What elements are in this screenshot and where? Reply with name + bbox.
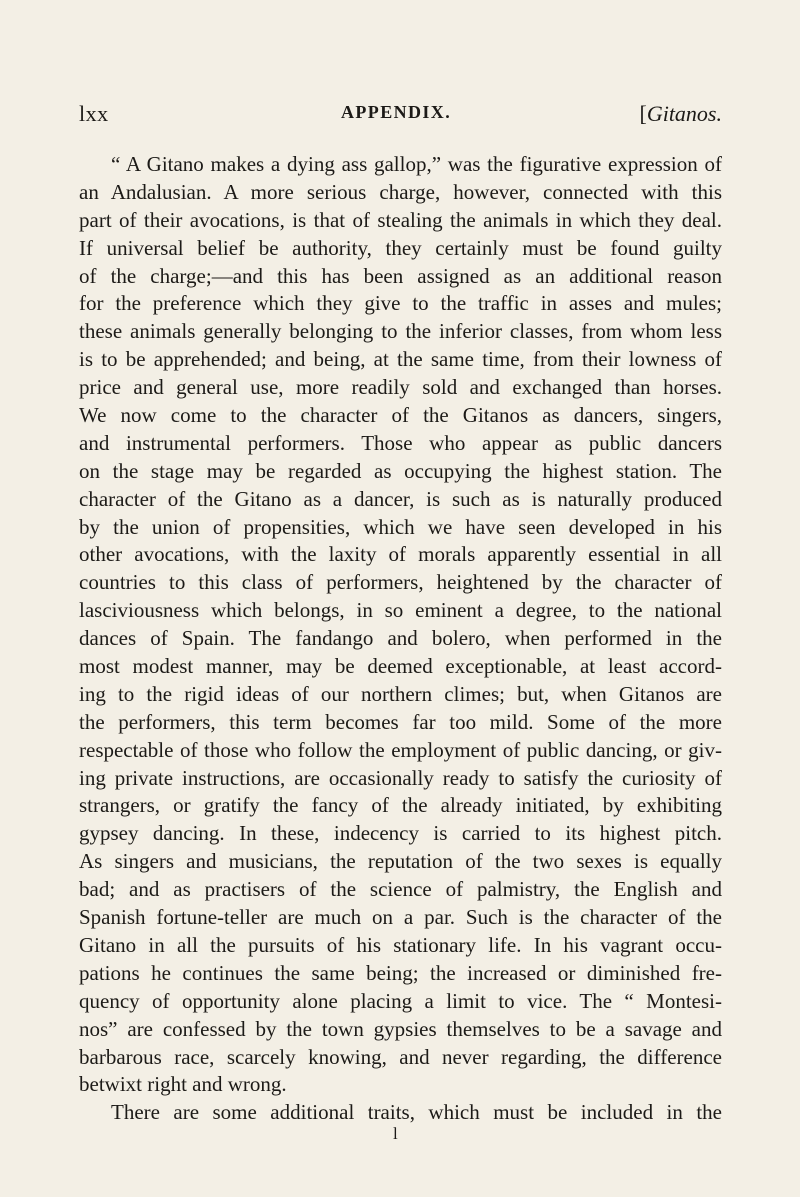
text-line: and instrumental performers. Those who appear as public dancers: [79, 430, 722, 455]
text-line: gypsey dancing. In these, indecency is carried to its highest pitch.: [79, 821, 722, 846]
text-line: an Andalusian. A more serious charge, however, connected with this: [79, 179, 722, 204]
section-bracket: [: [639, 101, 647, 126]
section-label: [639, 101, 722, 127]
text-line: other avocations, with the laxity of morals apparently essential in all: [79, 542, 722, 567]
text-line: on the stage may be regarded as occupying the highest station. The: [79, 458, 722, 483]
text-line: As singers and musicians, the reputation of the two sexes is equally: [79, 849, 722, 874]
text-line: “ A Gitano makes a dying ass gallop,” was the figurative expression of: [111, 152, 722, 176]
page-number: lxx: [79, 101, 109, 126]
text-line: is to be apprehended; and being, at the same time, from their lowness of: [79, 347, 722, 372]
text-line: quency of opportunity alone placing a limit to vice. The “ Montesi-: [79, 988, 722, 1013]
text-line: respectable of those who follow the employment of public dancing, or giv-: [79, 737, 722, 762]
text-line: We now come to the character of the Gitanos as dancers, singers,: [79, 403, 722, 428]
text-line: strangers, or gratify the fancy of the already initiated, by exhibiting: [79, 793, 722, 818]
text-line: dances of Spain. The fandango and bolero, when performed in the: [79, 626, 722, 651]
text-line: by the union of propensities, which we have seen developed in his: [79, 514, 722, 539]
signature-mark: l: [393, 1124, 398, 1143]
text-line: There are some additional traits, which must be included in the: [111, 1100, 722, 1125]
text-line: Spanish fortune-teller are much on a par. Such is the character of the: [79, 905, 722, 930]
running-title: APPENDIX.: [341, 102, 452, 122]
text-line: for the preference which they give to the traffic in asses and mules;: [79, 291, 722, 316]
body-text: [79, 151, 722, 1127]
text-line: countries to this class of performers, heightened by the character of: [79, 570, 722, 595]
text-line: the performers, this term becomes far too mild. Some of the more: [79, 709, 722, 734]
running-head: [79, 101, 722, 129]
text-line: barbarous race, scarcely knowing, and never regarding, the difference: [79, 1044, 722, 1069]
text-line: most modest manner, may be deemed exceptionable, at least accord-: [79, 654, 722, 679]
text-line: part of their avocations, is that of stealing the animals in which they deal.: [79, 207, 722, 232]
text-line: Gitano in all the pursuits of his stationary life. In his vagrant occu-: [79, 932, 722, 957]
text-line: character of the Gitano as a dancer, is such as is naturally produced: [79, 486, 722, 511]
text-line: If universal belief be authority, they certainly must be found guilty: [79, 235, 722, 260]
text-line: nos” are confessed by the town gypsies themselves to be a savage and: [79, 1016, 722, 1041]
text-line: bad; and as practisers of the science of palmistry, the English and: [79, 877, 722, 902]
text-line: ing private instructions, are occasionally ready to satisfy the curiosity of: [79, 765, 722, 790]
text-line: lasciviousness which belongs, in so eminent a degree, to the national: [79, 598, 722, 623]
section-name: Gitanos.: [646, 101, 722, 126]
text-line: these animals generally belonging to the inferior classes, from whom less: [79, 319, 722, 344]
text-line: ing to the rigid ideas of our northern climes; but, when Gitanos are: [79, 681, 722, 706]
text-line: pations he continues the same being; the increased or diminished fre-: [79, 960, 722, 985]
text-line: price and general use, more readily sold and exchanged than horses.: [79, 375, 722, 400]
text-line: betwixt right and wrong.: [79, 1072, 287, 1097]
text-line: of the charge;—and this has been assigned as an additional reason: [79, 263, 722, 288]
